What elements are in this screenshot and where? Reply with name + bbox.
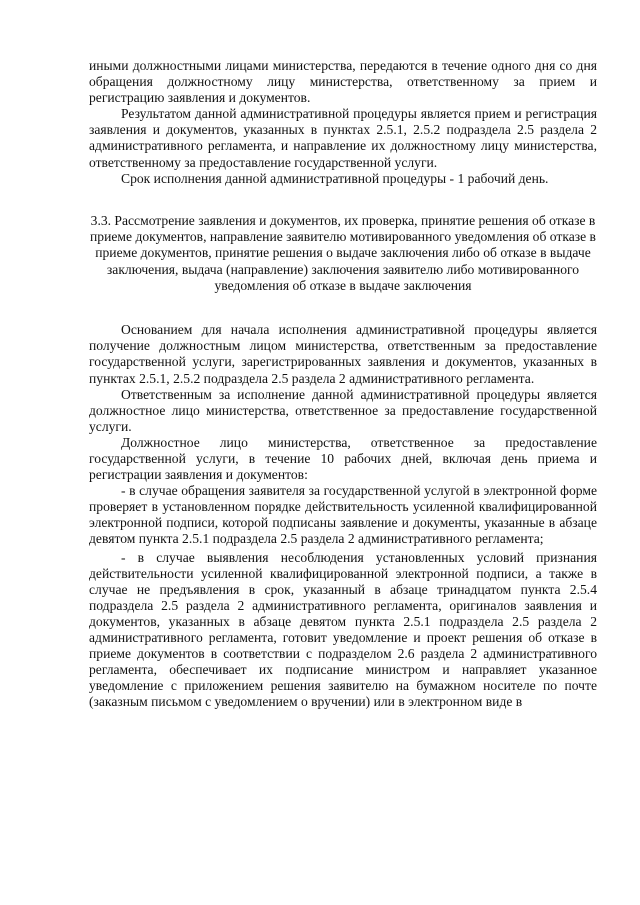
paragraph-basis: Основанием для начала исполнения административной процедуры является получение должностным лицом министерства, ответственным за предоставление государственной услуги, зарегистрированных заявления и документов, указанных в пунктах 2.5.1, 2.5.2 подраздела 2.5 раздела 2 административного регламента. bbox=[89, 322, 597, 386]
section-heading-text: 3.3. Рассмотрение заявления и документов, их проверка, принятие решения об отказе в приеме документов, направление заявителю мотивированного уведомления об отказе в приеме документов, принятие решения о выдаче заключения либо об отказе в выдаче заключения, выдача (направление) заключения заявителю либо мотивированного уведомления об отказе в выдаче заключения bbox=[90, 212, 596, 293]
paragraph-continuation: иными должностными лицами министерства, передаются в течение одного дня со дня обращения должностному лицу министерства, ответственному за прием и регистрацию заявления и документов. bbox=[89, 58, 597, 106]
paragraph-deadline: Срок исполнения данной административной процедуры - 1 рабочий день. bbox=[121, 170, 549, 186]
paragraph-responsible: Ответственным за исполнение данной административной процедуры является должностное лицо министерства, ответственное за предоставление государственной услуги. bbox=[89, 386, 597, 434]
paragraph-result: Результатом данной административной процедуры является прием и регистрация заявления и документов, указанных в пунктах 2.5.1, 2.5.2 подраздела 2.5 раздела 2 административного регламента, и направление их должностному лицу министерства, ответственному за предоставление государственной услуги. bbox=[89, 106, 597, 170]
paragraph-official-duties: Должностное лицо министерства, ответственное за предоставление государственной услуги, в течение 10 рабочих дней, включая день приема и регистрации заявления и документов: bbox=[89, 434, 597, 483]
list-item-refusal-notice: - в случае выявления несоблюдения установленных условий признания действительности усиленной квалифицированной электронной подписи, а также в случае не предъявления в срок, указанный в абзаце тринадцатом пункта 2.5.4 подраздела 2.5 раздела 2 административного регламента, оригиналов заявления и документов, указанных в абзаце девятом пункта 2.5.1 подраздела 2.5 раздела 2 административного регламента, готовит уведомление и проект решения об отказе в приеме документов в соответствии с подразделом 2.6 раздела 2 административного регламента, обеспечивает их подписание министром и направляет указанное уведомление с приложением решения заявителю на бумажном носителе по почте (заказным письмом с уведомлением о вручении) или в электронном виде в bbox=[89, 549, 597, 710]
list-item-electronic-signature-check: - в случае обращения заявителя за государственной услугой в электронной форме проверяет в установленном порядке действительность усиленной квалифицированной электронной подписи, которой подписаны заявление и документы, указанные в абзаце девятом пункта 2.5.1 подраздела 2.5 раздела 2 административного регламента; bbox=[89, 483, 597, 547]
section-heading-3-3 bbox=[89, 213, 597, 294]
document-page bbox=[89, 58, 597, 710]
